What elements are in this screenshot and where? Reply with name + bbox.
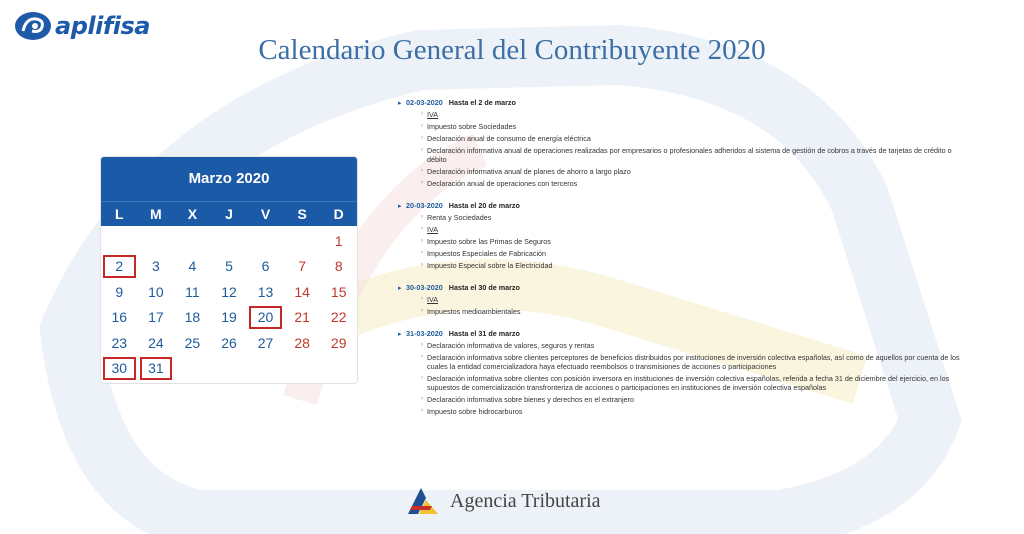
bullet-chevron-icon: ›	[421, 342, 423, 348]
deadline-item-text: Declaración informativa anual de operaciones realizadas por empresarios o profesionales adheridos al sistema de gestión de cobros a través de tarjetas de crédito o débito	[427, 146, 952, 164]
calendar-day-deadline[interactable]: 30	[103, 357, 136, 381]
weekday-label: J	[225, 206, 233, 222]
calendar-empty-cell	[103, 229, 136, 253]
deadline-list	[398, 98, 963, 429]
deadline-group-header[interactable]	[398, 98, 963, 107]
bullet-chevron-icon: ›	[421, 375, 423, 381]
weekday-label: X	[187, 206, 198, 222]
deadline-item-text: Impuesto Especial sobre la Electricidad	[427, 261, 553, 270]
calendar-day[interactable]: 10	[148, 283, 164, 300]
deadline-item[interactable]	[398, 146, 963, 164]
deadline-item-text: Declaración informativa anual de planes de ahorro a largo plazo	[427, 167, 631, 176]
page-title: Calendario General del Contribuyente 2020	[258, 34, 766, 66]
calendar-day[interactable]: 1	[334, 232, 343, 249]
deadline-item[interactable]	[398, 179, 963, 188]
deadline-item-text: IVA	[427, 225, 439, 234]
bullet-chevron-icon: ›	[421, 250, 423, 256]
bullet-chevron-icon: ›	[421, 111, 423, 117]
bullet-chevron-icon: ›	[421, 214, 423, 220]
calendar-day[interactable]: 23	[111, 334, 128, 351]
calendar-empty-cell	[140, 229, 173, 253]
deadline-group	[398, 201, 963, 270]
agencia-tributaria-icon	[404, 484, 442, 518]
calendar-day[interactable]: 19	[221, 309, 237, 326]
deadline-item[interactable]	[398, 249, 963, 258]
deadline-group-header[interactable]	[398, 283, 963, 292]
weekday-label: V	[260, 206, 271, 222]
deadline-group-header[interactable]	[398, 201, 963, 210]
deadline-date[interactable]: 30-03-2020	[406, 283, 443, 292]
deadline-group-header[interactable]	[398, 329, 963, 338]
bullet-chevron-icon: ›	[421, 226, 423, 232]
deadline-item-text: IVA	[427, 110, 439, 119]
calendar-day[interactable]: 26	[221, 334, 237, 351]
calendar-month-label: Marzo 2020	[101, 157, 357, 201]
month-calendar	[100, 156, 358, 384]
expand-arrow-icon: ▸	[398, 202, 402, 210]
weekday-label: L	[115, 206, 124, 222]
calendar-day[interactable]: 7	[298, 258, 307, 275]
calendar-day[interactable]: 17	[148, 309, 164, 326]
calendar-day-deadline[interactable]: 31	[140, 357, 173, 381]
calendar-day[interactable]: 24	[148, 334, 164, 351]
bullet-chevron-icon: ›	[421, 238, 423, 244]
deadline-item-text: Declaración anual de consumo de energía eléctrica	[427, 134, 591, 143]
deadline-item[interactable]	[398, 407, 963, 416]
deadline-date[interactable]: 20-03-2020	[406, 201, 443, 210]
agency-name: Agencia Tributaria	[450, 489, 601, 512]
bullet-chevron-icon: ›	[421, 180, 423, 186]
deadline-group	[398, 329, 963, 416]
deadline-item[interactable]	[398, 353, 963, 371]
deadline-item-text: Declaración informativa sobre bienes y derechos en el extranjero	[427, 395, 634, 404]
deadline-item-text: Impuestos medioambientales	[427, 307, 521, 316]
calendar-day[interactable]: 11	[185, 283, 200, 300]
calendar-day[interactable]: 4	[188, 258, 197, 275]
calendar-day[interactable]: 18	[184, 309, 201, 326]
calendar-day[interactable]: 3	[151, 258, 160, 275]
calendar-day[interactable]: 15	[330, 283, 347, 300]
bullet-chevron-icon: ›	[421, 135, 423, 141]
deadline-item-text: Impuesto sobre las Primas de Seguros	[427, 237, 551, 246]
deadline-until: Hasta el 20 de marzo	[448, 201, 520, 210]
deadline-item-text: Declaración informativa sobre clientes con posición inversora en instituciones de inversión colectiva españolas, referida a fecha 31 de diciembre del ejercicio, en los supuestos de comercialización transfronteriza de acciones o participaciones en instituciones de inversión colectiva españolas	[427, 374, 950, 392]
calendar-day[interactable]: 21	[294, 309, 310, 326]
calendar-day[interactable]: 25	[184, 334, 201, 351]
weekday-label: D	[333, 206, 344, 222]
deadline-item-text: Renta y Sociedades	[427, 213, 492, 222]
calendar-day[interactable]: 13	[257, 283, 274, 300]
bullet-chevron-icon: ›	[421, 408, 423, 414]
bullet-chevron-icon: ›	[421, 123, 423, 129]
agencia-tributaria-logo[interactable]	[404, 484, 601, 518]
deadline-item[interactable]	[398, 122, 963, 131]
deadline-date[interactable]: 02-03-2020	[406, 98, 443, 107]
calendar-day[interactable]: 22	[330, 309, 347, 326]
calendar-empty-cell	[176, 229, 209, 253]
calendar-day[interactable]: 29	[330, 334, 347, 351]
deadline-group	[398, 283, 963, 316]
deadline-item[interactable]	[398, 225, 963, 234]
deadline-item[interactable]	[398, 307, 963, 316]
deadline-item[interactable]	[398, 237, 963, 246]
deadline-item[interactable]	[398, 341, 963, 350]
deadline-item-text: Impuesto sobre Sociedades	[427, 122, 517, 131]
deadline-date[interactable]: 31-03-2020	[406, 329, 443, 338]
deadline-group	[398, 98, 963, 188]
calendar-weekday-row	[101, 201, 357, 226]
calendar-empty-cell	[286, 229, 319, 253]
deadline-item[interactable]	[398, 134, 963, 143]
deadline-until: Hasta el 30 de marzo	[448, 283, 520, 292]
bullet-chevron-icon: ›	[421, 168, 423, 174]
weekday-label: M	[150, 206, 162, 222]
calendar-day[interactable]: 12	[221, 283, 237, 300]
bullet-chevron-icon: ›	[421, 308, 423, 314]
bullet-chevron-icon: ›	[421, 396, 423, 402]
bullet-chevron-icon: ›	[421, 147, 423, 153]
deadline-item[interactable]	[398, 395, 963, 404]
calendar-empty-cell	[213, 229, 246, 253]
deadline-item[interactable]	[398, 167, 963, 176]
deadline-item-text: Declaración informativa sobre clientes perceptores de beneficios distribuidos por instituciones de inversión colectiva españolas, así como de aquellos por cuenta de los cuales la entidad comercializadora haya efectuado reembolsos o transmisiones de acciones o participaciones	[427, 353, 960, 371]
calendar-day[interactable]: 14	[294, 283, 310, 300]
deadline-item[interactable]	[398, 261, 963, 270]
deadline-item[interactable]	[398, 213, 963, 222]
deadline-item[interactable]	[398, 374, 963, 392]
deadline-item-text: Impuesto sobre hidrocarburos	[427, 407, 523, 416]
calendar-day-grid	[101, 226, 357, 381]
deadline-item[interactable]	[398, 295, 963, 304]
calendar-day[interactable]: 28	[294, 334, 310, 351]
calendar-day[interactable]: 9	[115, 283, 124, 300]
calendar-day[interactable]: 6	[261, 258, 270, 275]
calendar-empty-cell	[249, 229, 282, 253]
logo-text: aplifisa	[55, 12, 150, 40]
deadline-until: Hasta el 31 de marzo	[448, 329, 520, 338]
calendar-day[interactable]: 16	[111, 309, 128, 326]
expand-arrow-icon: ▸	[398, 330, 402, 338]
calendar-day[interactable]: 8	[334, 258, 343, 275]
bullet-chevron-icon: ›	[421, 296, 423, 302]
calendar-day-deadline[interactable]: 2	[103, 255, 136, 279]
calendar-day[interactable]: 27	[257, 334, 274, 351]
bullet-chevron-icon: ›	[421, 354, 423, 360]
deadline-item-text: Declaración informativa de valores, seguros y rentas	[427, 341, 595, 350]
deadline-item[interactable]	[398, 110, 963, 119]
bullet-chevron-icon: ›	[421, 262, 423, 268]
deadline-until: Hasta el 2 de marzo	[448, 98, 516, 107]
deadline-item-text: IVA	[427, 295, 439, 304]
expand-arrow-icon: ▸	[398, 99, 402, 107]
expand-arrow-icon: ▸	[398, 284, 402, 292]
calendar-day-deadline[interactable]: 20	[249, 306, 282, 330]
weekday-label: S	[297, 206, 307, 222]
deadline-item-text: Impuestos Especiales de Fabricación	[427, 249, 547, 258]
deadline-item-text: Declaración anual de operaciones con terceros	[427, 179, 578, 188]
calendar-day[interactable]: 5	[225, 258, 233, 275]
